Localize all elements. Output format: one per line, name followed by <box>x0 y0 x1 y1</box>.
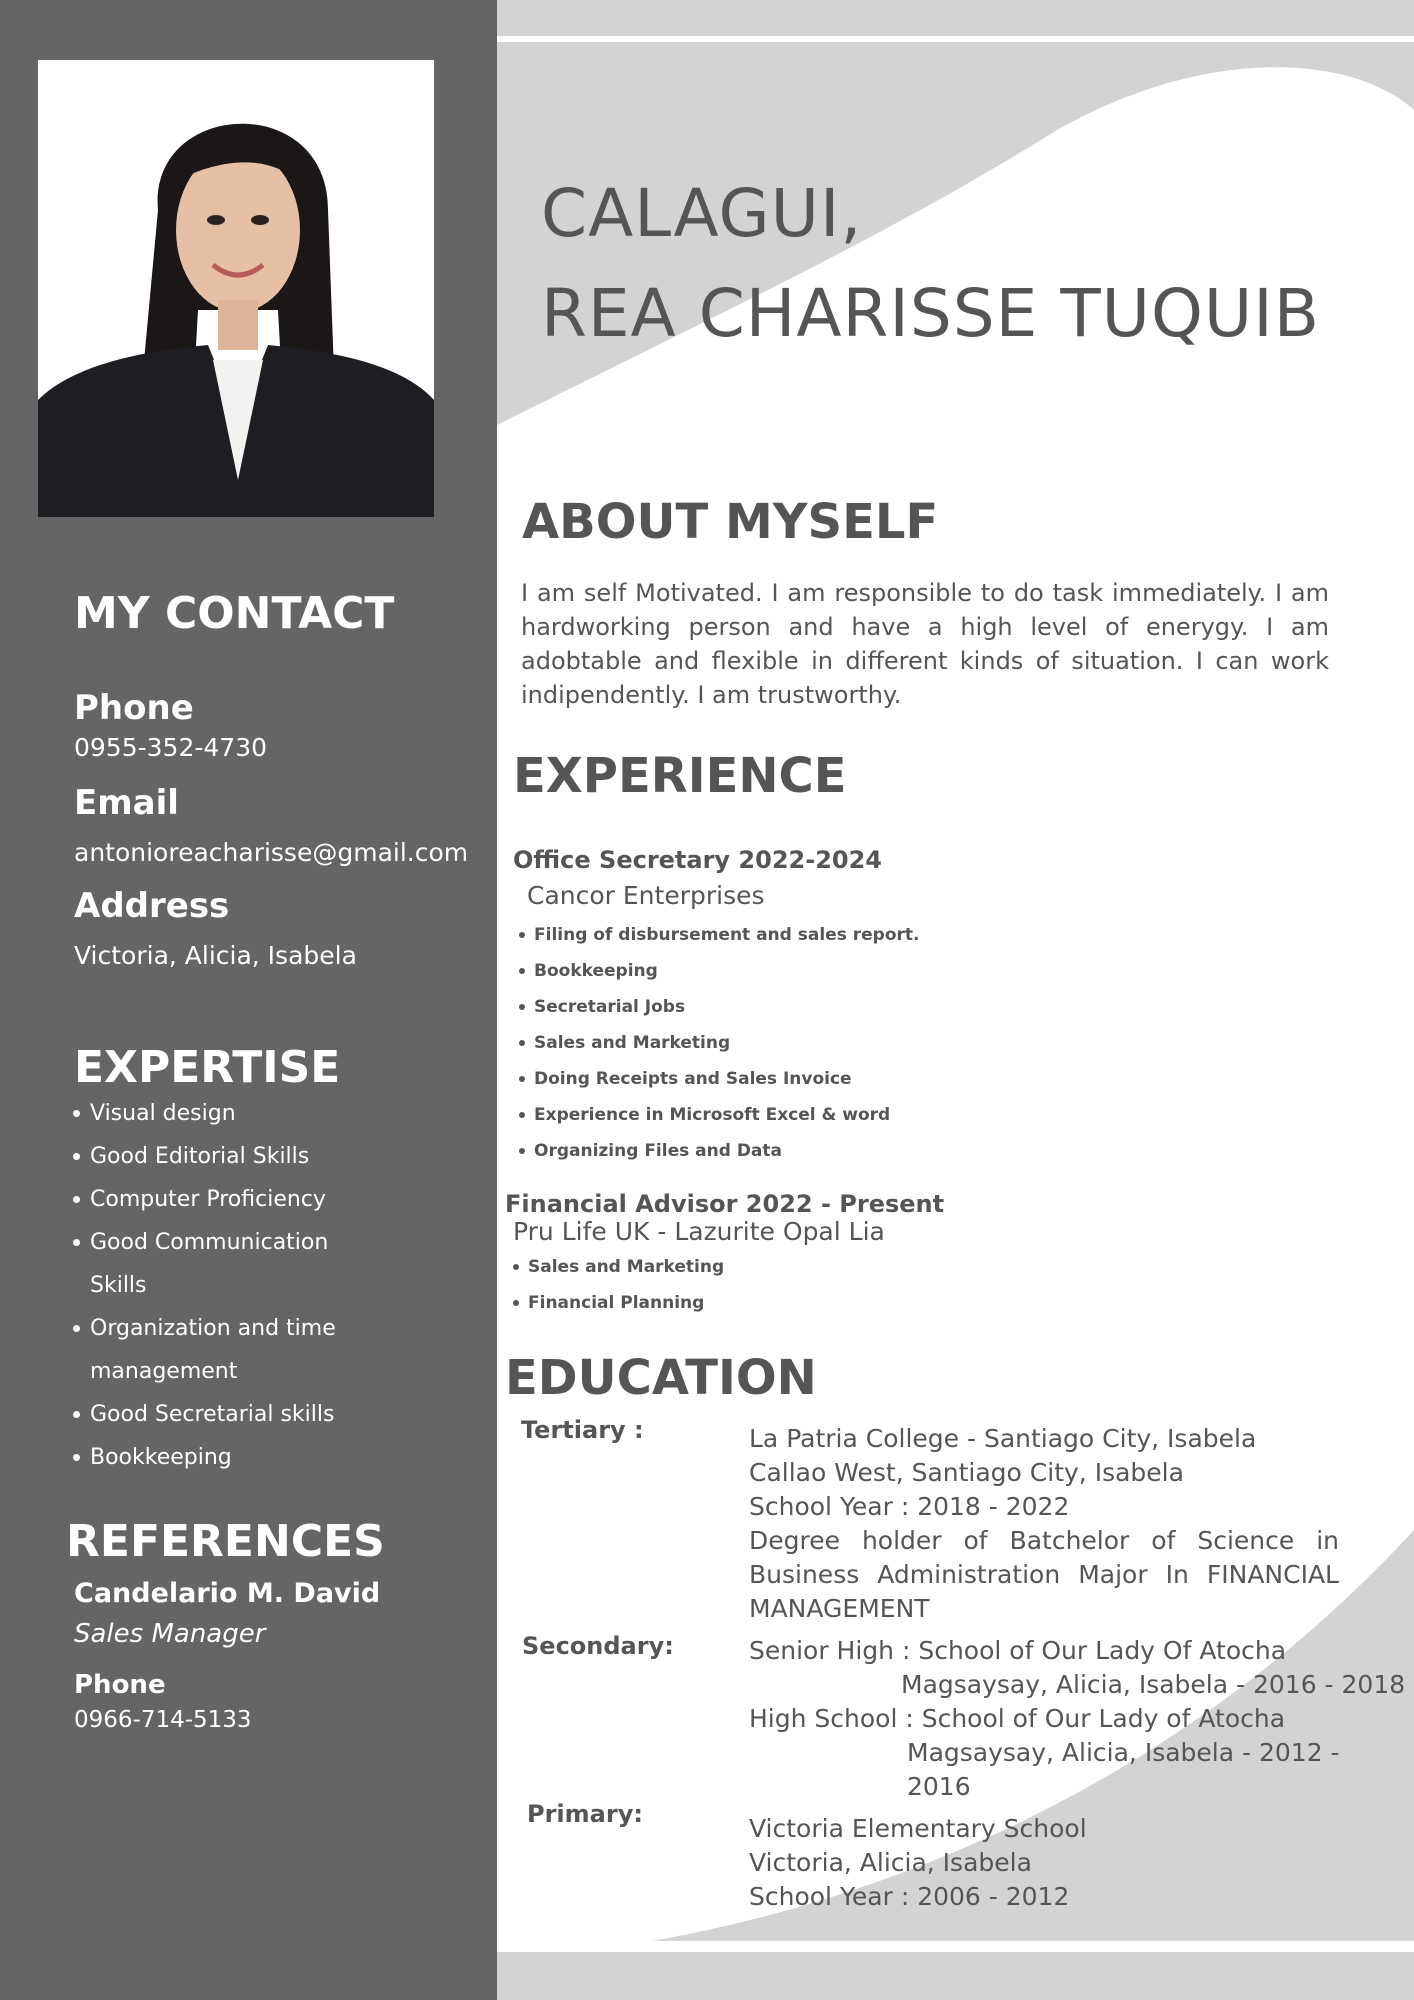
reference-phone: 0966-714-5133 <box>74 1707 252 1733</box>
portrait-image <box>38 60 434 517</box>
list-item: Sales and Marketing <box>519 1025 1119 1061</box>
address-value: Victoria, Alicia, Isabela <box>74 941 357 970</box>
address-label: Address <box>74 886 230 926</box>
edu-line: Callao West, Santiago City, Isabela <box>749 1458 1184 1487</box>
list-item: Computer Proficiency <box>73 1178 473 1221</box>
email-value[interactable]: antonioreacharisse@gmail.com <box>74 838 469 867</box>
list-item: Bookkeeping <box>519 953 1119 989</box>
edu-line: Senior High : School of Our Lady Of Atocha <box>749 1636 1287 1665</box>
job-title: Office Secretary 2022-2024 <box>513 846 882 874</box>
expertise-list <box>73 1092 473 1479</box>
list-item: Financial Planning <box>513 1285 1113 1321</box>
job-company: Cancor Enterprises <box>527 881 765 910</box>
edu-line: High School : School of Our Lady of Atocha <box>749 1704 1286 1733</box>
list-item: Secretarial Jobs <box>519 989 1119 1025</box>
primary-label: Primary: <box>527 1800 643 1828</box>
edu-line: Victoria Elementary School <box>749 1814 1087 1843</box>
reference-name: Candelario M. David <box>74 1578 381 1609</box>
about-heading: ABOUT MYSELF <box>522 494 939 550</box>
reference-phone-label: Phone <box>74 1670 166 1700</box>
phone-label: Phone <box>74 688 194 728</box>
sidebar <box>0 0 497 2000</box>
edu-line: Victoria, Alicia, Isabela <box>749 1848 1032 1877</box>
list-item: Bookkeeping <box>73 1436 473 1479</box>
edu-line: School Year : 2018 - 2022 <box>749 1492 1070 1521</box>
list-item: Doing Receipts and Sales Invoice <box>519 1061 1119 1097</box>
list-item: Sales and Marketing <box>513 1249 1113 1285</box>
list-item: Filing of disbursement and sales report. <box>519 917 1119 953</box>
tertiary-label: Tertiary : <box>521 1416 644 1444</box>
email-label: Email <box>74 783 179 823</box>
job-title: Financial Advisor 2022 - Present <box>505 1190 945 1218</box>
reference-title: Sales Manager <box>74 1619 266 1649</box>
name-line-2: REA CHARISSE TUQUIB <box>541 275 1320 352</box>
education-heading: EDUCATION <box>505 1350 817 1406</box>
list-item-text: management <box>90 1359 238 1384</box>
list-item: Good Secretarial skills <box>73 1393 473 1436</box>
about-text: I am self Motivated. I am responsible to do task immediately. I am hardworking person and have a high level of enerygy. I am adobtable and flexible in different kinds of situation. I can work indipendently. I am trustworthy. <box>521 579 1329 709</box>
list-item: Organizing Files and Data <box>519 1133 1119 1169</box>
list-item: Visual design <box>73 1092 473 1135</box>
edu-line: La Patria College - Santiago City, Isabela <box>749 1424 1257 1453</box>
edu-line: Magsaysay, Alicia, Isabela - 2016 - 2018 <box>901 1670 1406 1699</box>
secondary-label: Secondary: <box>522 1632 674 1660</box>
tertiary-details <box>749 1422 1339 1626</box>
job-task-list <box>513 1249 1113 1321</box>
expertise-heading: EXPERTISE <box>74 1042 341 1093</box>
list-item-continuation <box>73 1264 473 1307</box>
list-item: Organization and time <box>73 1307 473 1350</box>
edu-line: School Year : 2006 - 2012 <box>749 1882 1070 1911</box>
list-item-continuation <box>73 1350 473 1393</box>
list-item: Good Editorial Skills <box>73 1135 473 1178</box>
list-item: Experience in Microsoft Excel & word <box>519 1097 1119 1133</box>
job-company: Pru Life UK - Lazurite Opal Lia <box>513 1217 885 1246</box>
list-item-text: Skills <box>90 1273 147 1298</box>
edu-line: Magsaysay, Alicia, Isabela - 2012 - 2016 <box>907 1738 1340 1801</box>
references-heading: REFERENCES <box>66 1516 385 1567</box>
name-line-1: CALAGUI, <box>541 175 863 252</box>
main-content <box>497 0 1414 2000</box>
primary-details <box>749 1812 1339 1914</box>
job-task-list <box>519 917 1119 1169</box>
profile-photo <box>38 60 434 517</box>
contact-heading: MY CONTACT <box>74 588 395 639</box>
list-item: Good Communication <box>73 1221 473 1264</box>
secondary-details <box>749 1634 1409 1804</box>
edu-line: Degree holder of Batchelor of Science in Business Administration Major In FINANCIAL MANAGEMENT <box>749 1526 1339 1623</box>
phone-value: 0955-352-4730 <box>74 733 268 762</box>
experience-heading: EXPERIENCE <box>513 748 847 804</box>
